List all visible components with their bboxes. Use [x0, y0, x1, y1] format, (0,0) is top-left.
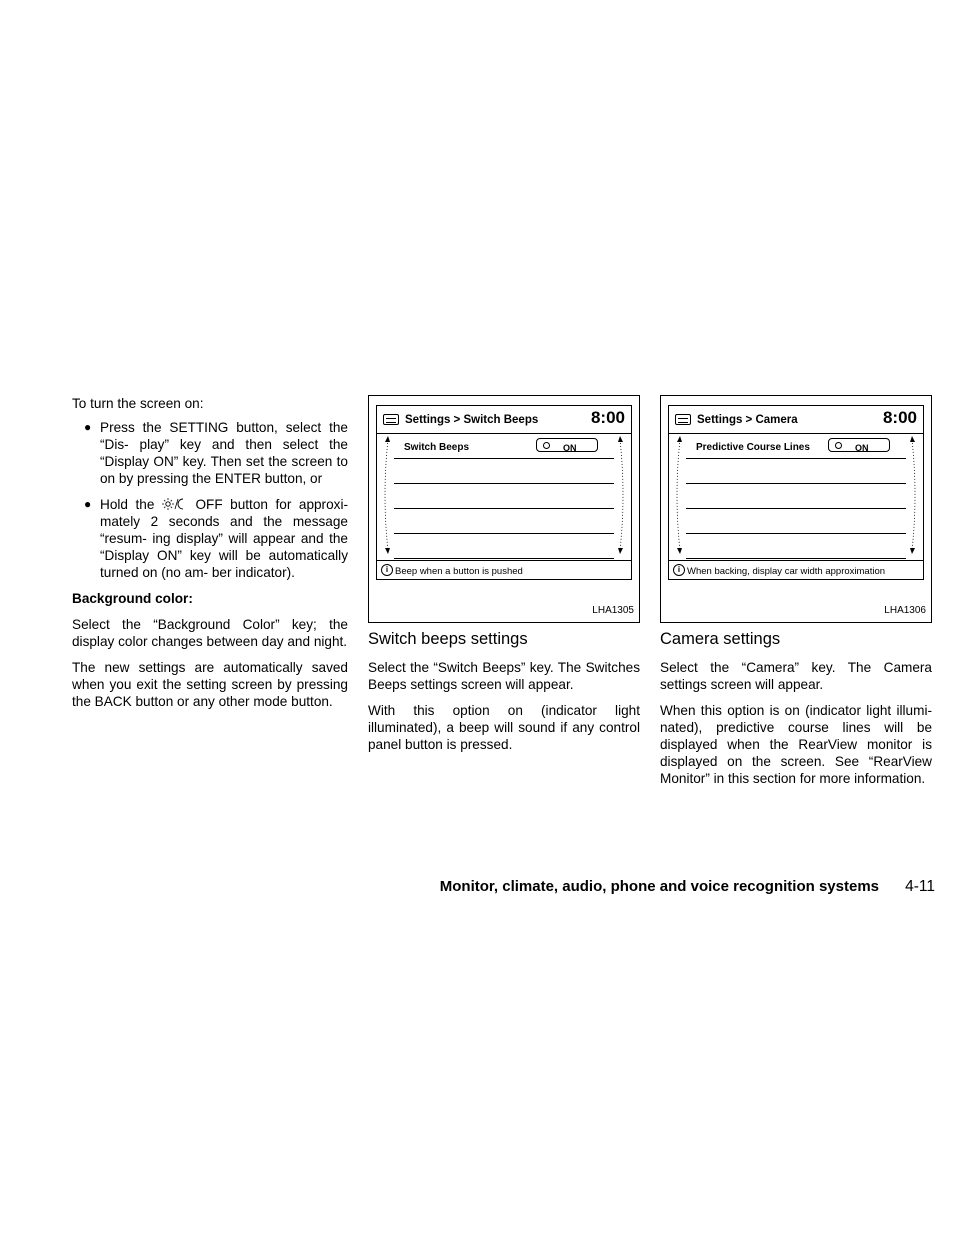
- setting-row[interactable]: [394, 434, 614, 459]
- indicator-icon: [835, 442, 842, 449]
- switch-beeps-figure: [368, 395, 640, 623]
- camera-figure: [660, 395, 932, 623]
- background-color-heading: Background color:: [72, 591, 193, 606]
- screen-infobar: [669, 560, 923, 579]
- row-label: Switch Beeps: [404, 442, 470, 453]
- on-toggle[interactable]: [828, 438, 890, 452]
- empty-row: [686, 484, 906, 509]
- toggle-label: ON: [563, 443, 577, 453]
- switch-beeps-text-2: With this option on (indicator light illuminated), a beep will sound if any control panel button is pressed.: [368, 703, 640, 752]
- save-settings-text: The new settings are automatically saved when you exit the setting screen by pressing the BACK button or any other mode button.: [72, 660, 348, 709]
- clock: 8:00: [882, 408, 917, 427]
- setting-row[interactable]: [686, 434, 906, 459]
- screen-titlebar: [377, 406, 631, 434]
- sun-moon-icon: [162, 497, 188, 511]
- turn-on-steps: [72, 419, 348, 581]
- background-color-text: Select the “Background Color” key; the display color changes between day and night.: [72, 617, 348, 649]
- camera-heading: Camera settings: [660, 630, 781, 648]
- empty-row: [394, 509, 614, 534]
- step-text: Press the SETTING button, select the “Dis- play” key and then select the “Display ON” key. Then set the screen to on by pressing the ENTER button, or: [100, 420, 348, 486]
- list-item: [72, 496, 348, 581]
- info-text: Beep when a button is pushed: [395, 566, 523, 577]
- empty-row: [686, 534, 906, 559]
- switch-beeps-heading: Switch beeps settings: [368, 630, 528, 648]
- indicator-icon: [543, 442, 550, 449]
- column-2: [368, 395, 640, 762]
- settings-menu-icon: [383, 414, 399, 425]
- camera-text-2: When this option is on (indicator light illumi- nated), predictive course lines will be displayed when the RearView monitor is displayed on the screen. See “RearView Monitor” in this section for more information.: [660, 703, 932, 786]
- bullet-icon: ●: [84, 420, 92, 434]
- info-icon: i: [673, 564, 685, 576]
- screen-title: Settings > Switch Beeps: [405, 414, 539, 426]
- screen-frame: [668, 405, 924, 580]
- step-prefix: Hold the: [100, 497, 155, 512]
- switch-beeps-text-1: Select the “Switch Beeps” key. The Switches Beeps settings screen will appear.: [368, 660, 640, 692]
- scroll-right-icon: [909, 436, 921, 554]
- info-text: When backing, display car width approximation: [687, 566, 886, 577]
- intro-text: To turn the screen on:: [72, 396, 204, 411]
- empty-row: [394, 484, 614, 509]
- column-3: [660, 395, 932, 796]
- empty-row: [394, 534, 614, 559]
- settings-menu-icon: [675, 414, 691, 425]
- empty-row: [686, 509, 906, 534]
- screen-titlebar: [669, 406, 923, 434]
- screen-title: Settings > Camera: [697, 414, 798, 426]
- figure-code: LHA1305: [592, 605, 634, 616]
- toggle-label: ON: [855, 443, 869, 453]
- clock: 8:00: [590, 408, 625, 427]
- step-text: OFF button for approxi- mately 2 seconds and the message “resum- ing display” will appear and the “Display ON” key will be automatically turned on (no am- ber indicator).: [100, 497, 348, 580]
- camera-text-1: Select the “Camera” key. The Camera settings screen will appear.: [660, 660, 932, 692]
- column-1: [72, 395, 348, 719]
- row-label: Predictive Course Lines: [696, 442, 810, 453]
- info-icon: i: [381, 564, 393, 576]
- scroll-left-icon: [379, 436, 391, 554]
- page-number: 4-11: [905, 878, 935, 895]
- screen-frame: [376, 405, 632, 580]
- page-footer: [439, 878, 935, 898]
- list-item: [72, 419, 348, 487]
- figure-code: LHA1306: [884, 605, 926, 616]
- on-toggle[interactable]: [536, 438, 598, 452]
- bullet-icon: ●: [84, 497, 92, 511]
- screen-rows: [669, 434, 923, 559]
- empty-row: [394, 459, 614, 484]
- screen-infobar: [377, 560, 631, 579]
- screen-rows: [377, 434, 631, 559]
- empty-row: [686, 459, 906, 484]
- section-title: Monitor, climate, audio, phone and voice recognition systems: [439, 878, 879, 895]
- scroll-left-icon: [671, 436, 683, 554]
- scroll-right-icon: [617, 436, 629, 554]
